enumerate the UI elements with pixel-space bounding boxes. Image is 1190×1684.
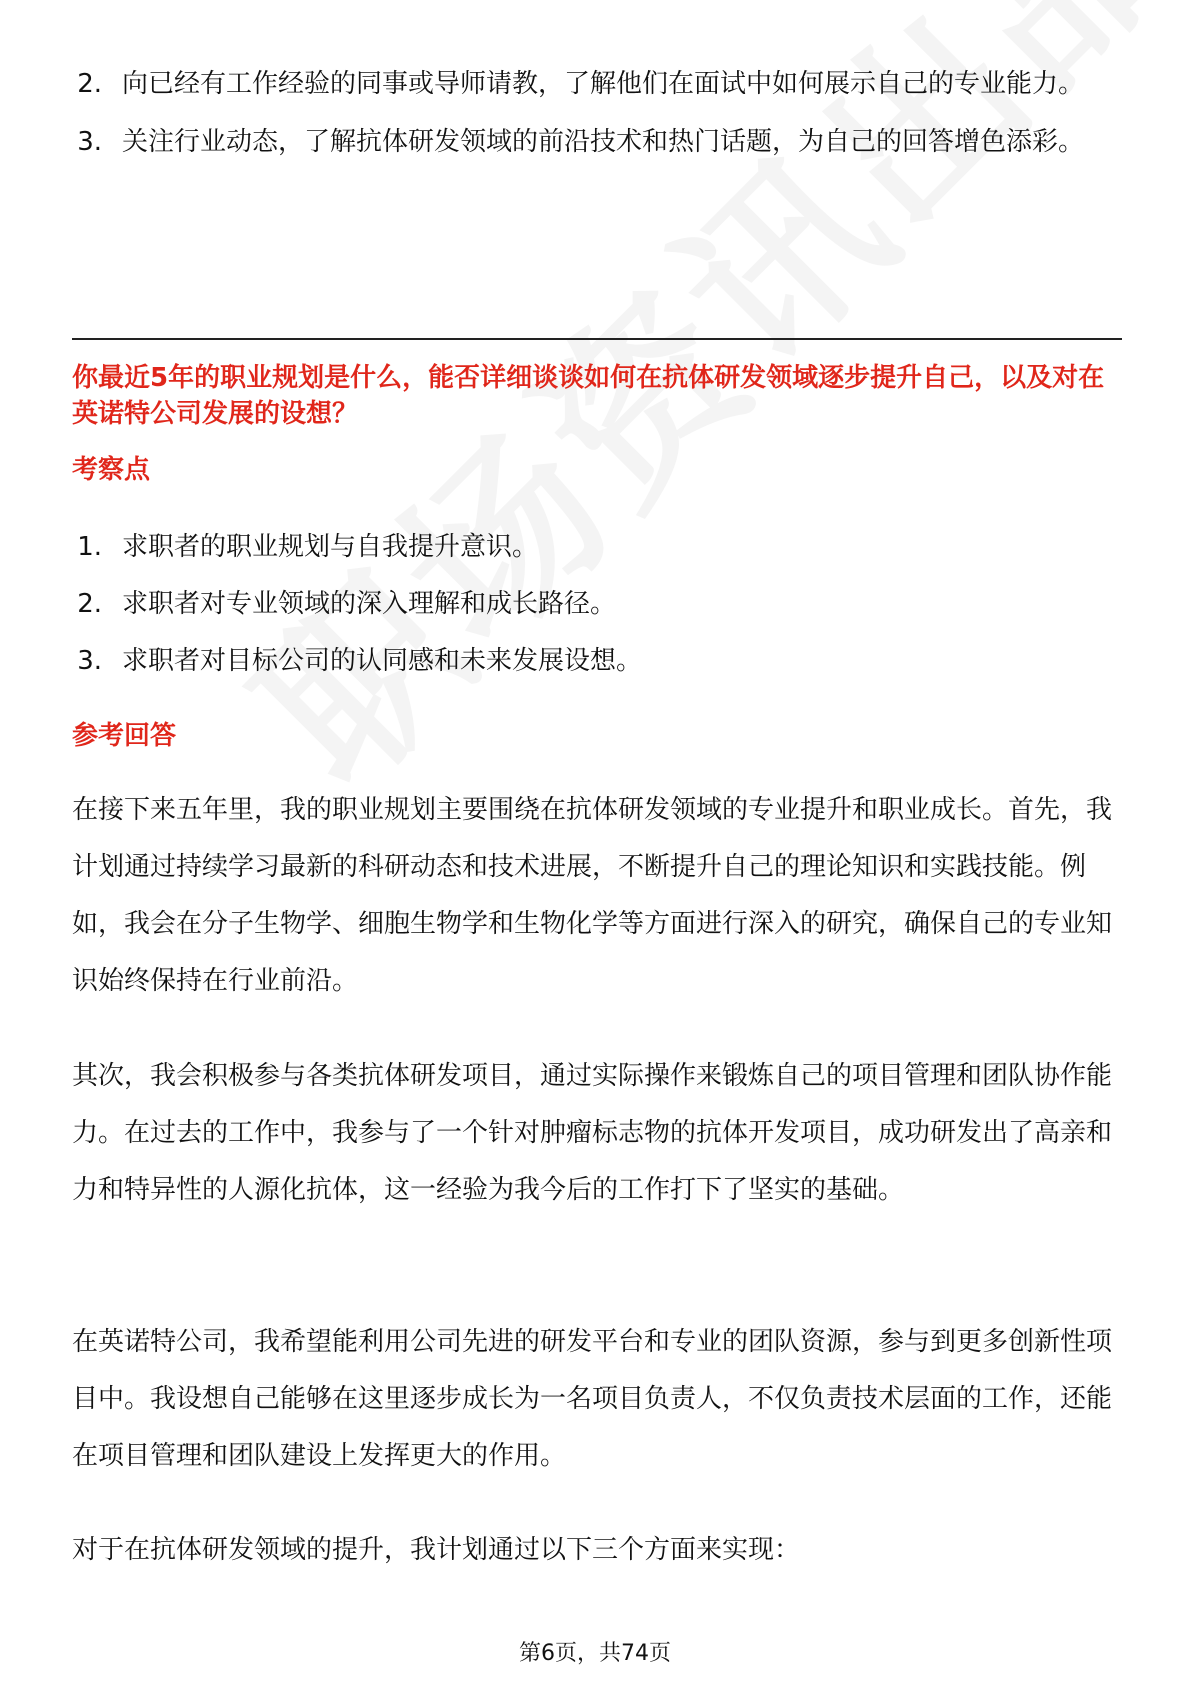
list-text: 求职者对目标公司的认同感和未来发展设想。 (122, 646, 643, 676)
list-number: 1. (77, 532, 102, 562)
list-item (70, 633, 1122, 689)
assessment-points-list (70, 519, 1122, 690)
list-item (70, 114, 1122, 170)
answer-paragraph: 在英诺特公司，我希望能利用公司先进的研发平台和专业的团队资源，参与到更多创新性项目中。我设想自己能够在这里逐步成长为一名项目负责人，不仅负责技术层面的工作，还能在项目管理和团队建设上发挥更大的作用。 (72, 1327, 1113, 1471)
list-number: 3. (77, 127, 102, 157)
answer-paragraph: 在接下来五年里，我的职业规划主要围绕在抗体研发领域的专业提升和职业成长。首先，我计划通过持续学习最新的科研动态和技术进展，不断提升自己的理论知识和实践技能。例如，我会在分子生物学、细胞生物学和生物化学等方面进行深入的研究，确保自己的专业知识始终保持在行业前沿。 (72, 795, 1113, 996)
list-item (70, 519, 1122, 575)
list-number: 2. (77, 589, 102, 619)
page-footer: 第6页，共74页 (519, 1641, 671, 1666)
list-text: 求职者的职业规划与自我提升意识。 (122, 532, 539, 562)
reference-answer-heading: 参考回答 (72, 721, 177, 751)
answer-paragraph: 对于在抗体研发领域的提升，我计划通过以下三个方面来实现： (72, 1535, 801, 1565)
question-title: 你最近5年的职业规划是什么，能否详细谈谈如何在抗体研发领域逐步提升自己，以及对在英诺特公司发展的设想？ (72, 363, 1105, 429)
list-text: 关注行业动态，了解抗体研发领域的前沿技术和热门话题，为自己的回答增色添彩。 (122, 127, 1085, 157)
tips-list (70, 56, 1122, 172)
list-text: 向已经有工作经验的同事或导师请教，了解他们在面试中如何展示自己的专业能力。 (122, 69, 1085, 99)
assessment-points-heading: 考察点 (72, 455, 151, 485)
answer-paragraph: 其次，我会积极参与各类抗体研发项目，通过实际操作来锻炼自己的项目管理和团队协作能力。在过去的工作中，我参与了一个针对肿瘤标志物的抗体开发项目，成功研发出了高亲和力和特异性的人源化抗体，这一经验为我今后的工作打下了坚实的基础。 (72, 1061, 1113, 1205)
list-number: 3. (77, 646, 102, 676)
list-number: 2. (77, 69, 102, 99)
list-text: 求职者对专业领域的深入理解和成长路径。 (122, 589, 617, 619)
section-divider (72, 338, 1122, 340)
list-item (70, 56, 1122, 112)
list-item (70, 576, 1122, 632)
